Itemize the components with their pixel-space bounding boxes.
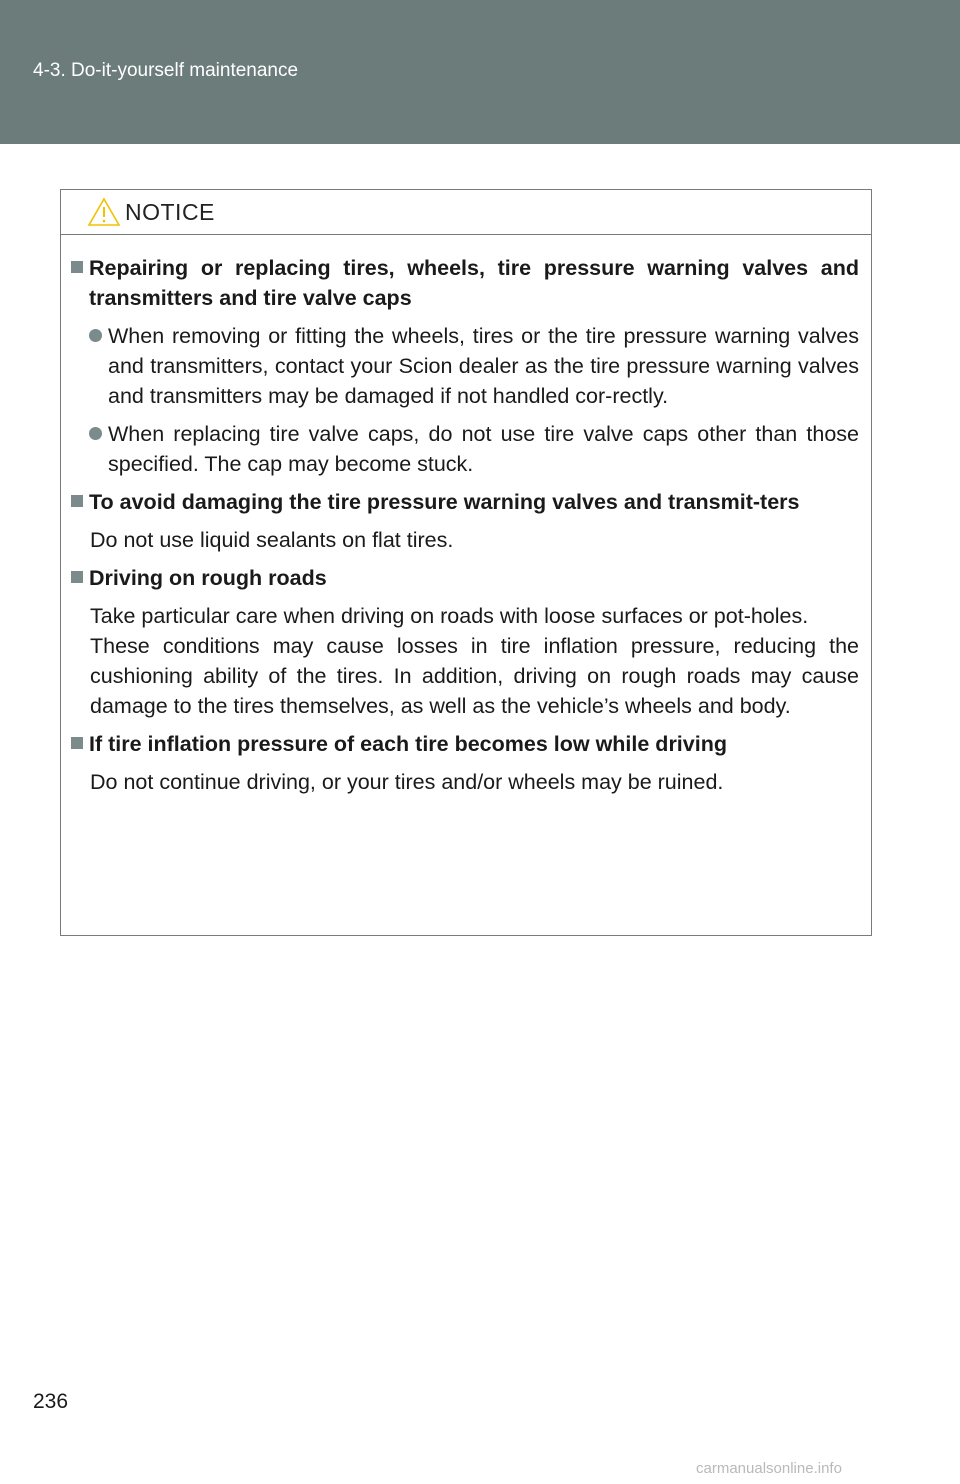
section-title: 4-3. Do-it-yourself maintenance: [33, 60, 299, 81]
section-heading-text: To avoid damaging the tire pressure warning valves and transmit-ters: [89, 490, 800, 514]
notice-label: NOTICE: [125, 199, 215, 225]
watermark: carmanualsonline.info: [696, 1460, 842, 1477]
list-item-text: When replacing tire valve caps, do not use tire valve caps other than those specified. The cap may become stuck.: [108, 422, 859, 476]
paragraph: Take particular care when driving on roads with loose surfaces or pot-holes.: [90, 604, 809, 628]
notice-section: [71, 253, 859, 479]
list-item: [71, 321, 859, 411]
paragraph: Do not continue driving, or your tires and/or wheels may be ruined.: [90, 770, 724, 794]
notice-header: [61, 190, 871, 235]
section-heading-text: Driving on rough roads: [89, 566, 327, 590]
circle-bullet-icon: [89, 427, 102, 440]
notice-box: [60, 189, 872, 936]
section-heading: [71, 729, 859, 759]
square-bullet-icon: [71, 495, 83, 507]
notice-section: [71, 729, 859, 797]
section-heading-text: Repairing or replacing tires, wheels, tire pressure warning valves and transmitters and tire valve caps: [89, 256, 859, 310]
notice-section: [71, 487, 859, 555]
list-item-text: When removing or fitting the wheels, tires or the tire pressure warning valves and transmitters, contact your Scion dealer as the tire pressure warning valves and transmitters may be damaged if not handled cor-rectly.: [108, 324, 859, 408]
notice-section: [71, 563, 859, 721]
paragraph: These conditions may cause losses in tire inflation pressure, reducing the cushioning ability of the tires. In addition, driving on rough roads may cause damage to the tires themselves, as well as the vehicle’s wheels and body.: [90, 634, 859, 718]
section-heading: [71, 487, 859, 517]
warning-triangle-icon: [87, 197, 121, 227]
circle-bullet-icon: [89, 329, 102, 342]
square-bullet-icon: [71, 571, 83, 583]
page-number: 236: [33, 1390, 69, 1413]
section-heading: [71, 253, 859, 313]
paragraph: Do not use liquid sealants on flat tires.: [90, 528, 454, 552]
notice-body: [61, 235, 871, 797]
section-heading-text: If tire inflation pressure of each tire becomes low while driving: [89, 732, 727, 756]
list-item: [71, 419, 859, 479]
section-heading: [71, 563, 859, 593]
square-bullet-icon: [71, 737, 83, 749]
page-header: [0, 0, 960, 144]
square-bullet-icon: [71, 261, 83, 273]
